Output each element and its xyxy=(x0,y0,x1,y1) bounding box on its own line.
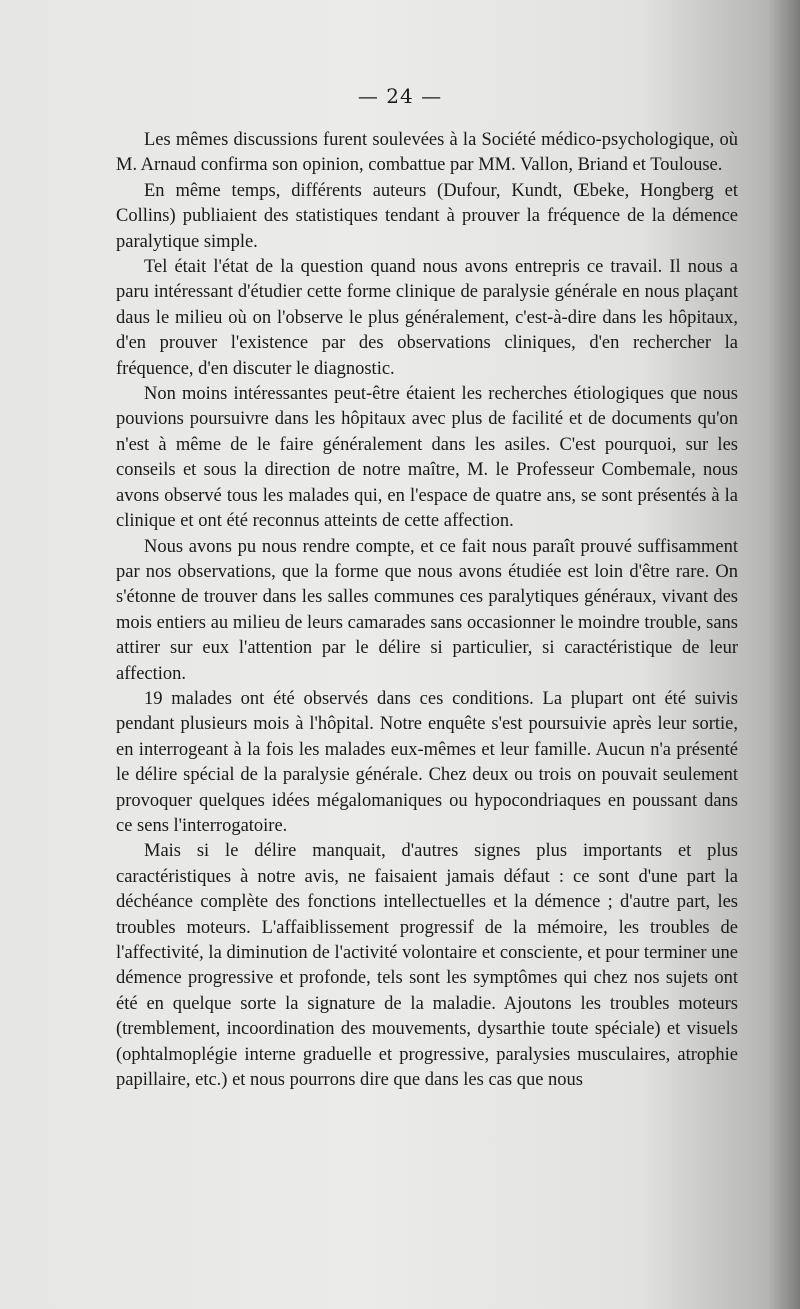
page-number: — 24 — xyxy=(357,84,443,108)
paragraph: En même temps, différents auteurs (Dufour, Kundt, Œbeke, Hongberg et Collins) publiaient des statistiques tendant à prouver la fréquence de la démence paralytique simple. xyxy=(116,180,738,252)
paragraph: Tel était l'état de la question quand nous avons entrepris ce travail. Il nous a paru intéressant d'étudier cette forme clinique de paralysie générale en nous plaçant daus le milieu où on l'observe le plus généralement, c'est-à-dire dans les hôpitaux, d'en prouver l'existence par des observations cliniques, d'en rechercher la fréquence, d'en discuter le diagnostic. xyxy=(116,257,738,379)
body-text xyxy=(116,128,738,1093)
paragraph: Nous avons pu nous rendre compte, et ce fait nous paraît prouvé suffisamment par nos observations, que la forme que nous avons étudiée est loin d'être rare. On s'étonne de trouver dans les salles communes ces paralytiques généraux, vivant des mois entiers au milieu de leurs camarades sans occasionner le moindre trouble, sans attirer sur eux l'attention par le délire si particulier, si caractéristique de leur affection. xyxy=(116,536,738,684)
paragraph: 19 malades ont été observés dans ces conditions. La plupart ont été suivis pendant plusieurs mois à l'hôpital. Notre enquête s'est poursuivie après leur sortie, en interrogeant à la fois les malades eux-mêmes et leur famille. Aucun n'a présenté le délire spécial de la paralysie générale. Chez deux ou trois on pouvait seulement provoquer quelques idées mégalomaniques ou hypocondriaques en poussant dans ce sens l'interrogatoire. xyxy=(116,688,738,836)
paragraph: Mais si le délire manquait, d'autres signes plus importants et plus caractéristiques à notre avis, ne faisaient jamais défaut : ce sont d'une part la déchéance complète des fonctions intellectuelles et la démence ; d'autre part, les troubles moteurs. L'affaiblissement progressif de la mémoire, les troubles de l'affectivité, la diminution de l'activité volontaire et consciente, et pour terminer une démence progressive et profonde, tels sont les symptômes qui chez nos sujets ont été en quelque sorte la signature de la maladie. Ajoutons les troubles moteurs (tremblement, incoordination des mouvements, dysarthie toute spéciale) et visuels (ophtalmoplégie interne graduelle et progressive, paralysies musculaires, atrophie papillaire, etc.) et nous pourrons dire que dans les cas que nous xyxy=(116,841,738,1091)
paragraph: Non moins intéressantes peut-être étaient les recherches étiologiques que nous pouvions poursuivre dans les hôpitaux avec plus de facilité et de documents qu'on n'est à même de le faire généralement dans les asiles. C'est pourquoi, sur les conseils et sous la direction de notre maître, M. le Professeur Combemale, nous avons observé tous les malades qui, en l'espace de quatre ans, se sont présentés à la clinique et ont été reconnus atteints de cette affection. xyxy=(116,384,738,532)
paragraph: Les mêmes discussions furent soulevées à la Société médico-psychologique, où M. Arnaud confirma son opinion, combattue par MM. Vallon, Briand et Toulouse. xyxy=(116,130,738,176)
